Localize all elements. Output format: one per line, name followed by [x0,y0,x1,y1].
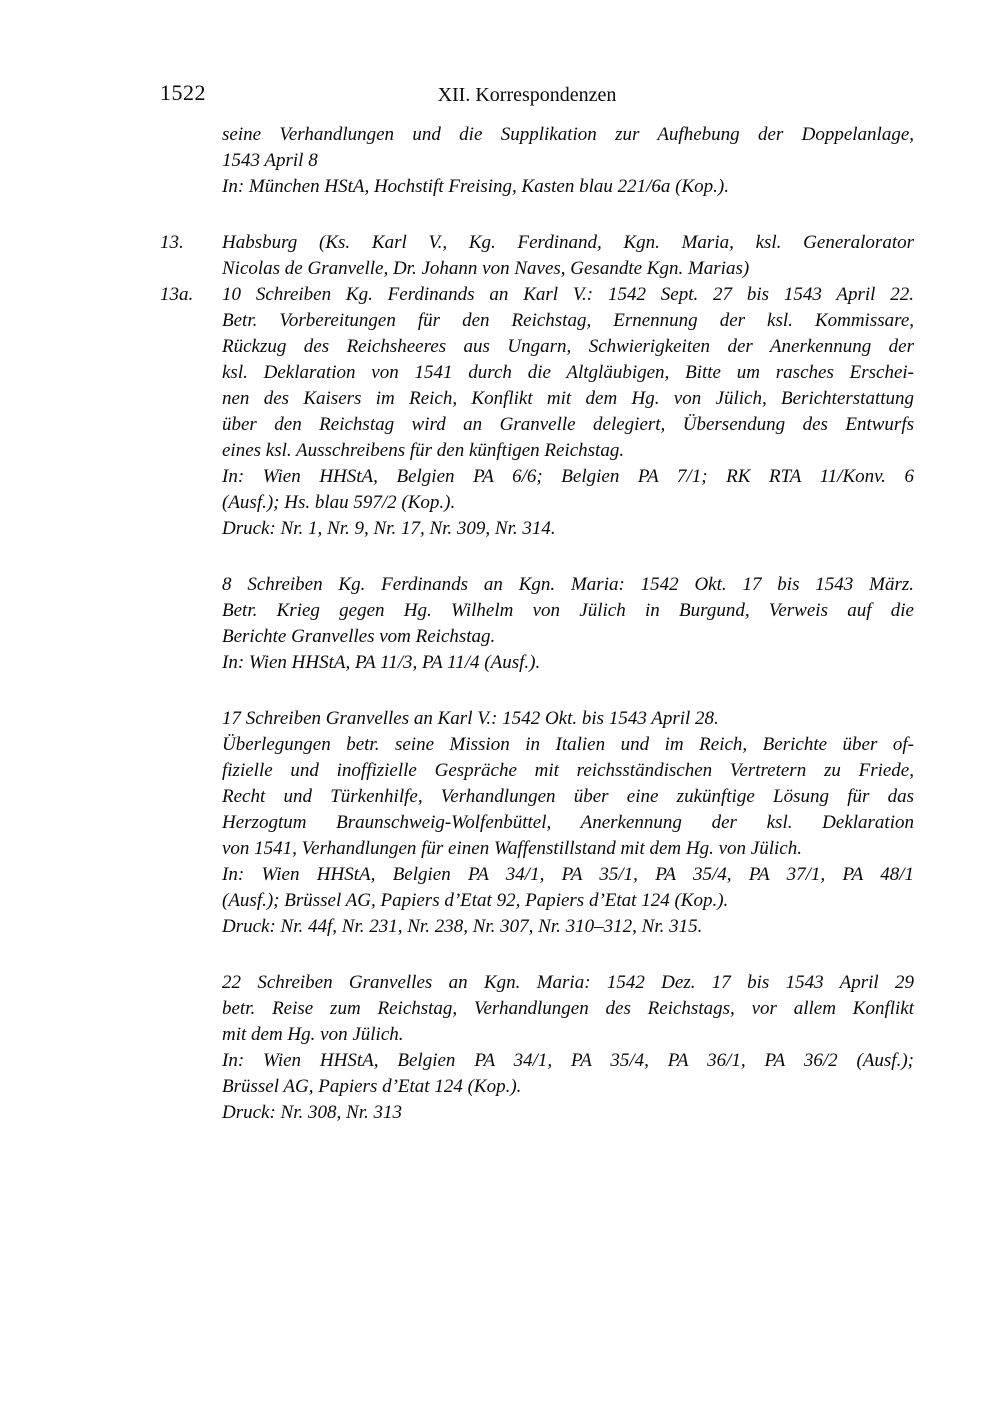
entry-label [160,706,222,940]
entry-label [160,572,222,676]
text-line: 8 Schreiben Kg. Ferdinands an Kgn. Maria: 1542 Okt. 17 bis 1543 März. [222,574,914,595]
entries-list [160,122,914,1126]
text-line: über den Reichstag wird an Granvelle delegiert, Übersendung des Entwurfs [222,414,914,435]
text-line: ksl. Deklaration von 1541 durch die Altgläubigen, Bitte um rasches Erschei- [222,362,914,383]
text-line: Habsburg (Ks. Karl V., Kg. Ferdinand, Kgn. Maria, ksl. Generalorator [222,232,914,253]
paragraph-description [222,970,914,1048]
entry-body [222,230,914,282]
paragraph-archive-ref [222,862,914,914]
paragraph-print-ref [222,1100,914,1126]
entry-label [160,122,222,200]
entry-block [160,282,914,542]
text-line: nen des Kaisers im Reich, Konflikt mit dem Hg. von Jülich, Berichterstattung [222,388,914,409]
text-line: mit dem Hg. von Jülich. [222,1024,404,1045]
text-line: seine Verhandlungen und die Supplikation zur Aufhebung der Doppelanlage, [222,124,914,145]
entry-block [160,706,914,940]
text-line: (Ausf.); Hs. blau 597/2 (Kop.). [222,492,456,513]
paragraph-heading [222,706,914,732]
entry-block [160,230,914,282]
paragraph-description [222,572,914,650]
text-line: Druck: Nr. 308, Nr. 313 [222,1102,402,1123]
text-line: Betr. Vorbereitungen für den Reichstag, Ernennung der ksl. Kommissare, [222,310,914,331]
text-line: In: Wien HHStA, Belgien PA 6/6; Belgien PA 7/1; RK RTA 11/Konv. 6 [222,466,914,487]
page-number: 1522 [160,80,206,105]
entry-label: 13. [160,232,184,253]
running-header: XII. Korrespondenzen [437,84,617,106]
paragraph-archive-ref [222,1048,914,1100]
paragraph-description [222,230,914,282]
entry-body [222,282,914,542]
entry-label: 13a. [160,284,194,305]
entry-block [160,122,914,200]
text-line: Rückzug des Reichsheeres aus Ungarn, Schwierigkeiten der Anerkennung der [222,336,914,357]
text-line: Herzogtum Braunschweig-Wolfenbüttel, Anerkennung der ksl. Deklaration [222,812,914,833]
text-line: In: Wien HHStA, PA 11/3, PA 11/4 (Ausf.). [222,652,541,673]
text-line: Brüssel AG, Papiers d’Etat 124 (Kop.). [222,1076,522,1097]
text-line: Betr. Krieg gegen Hg. Wilhelm von Jülich in Burgund, Verweis auf die [222,600,914,621]
entry-block [160,970,914,1126]
text-line: betr. Reise zum Reichstag, Verhandlungen des Reichstags, vor allem Konflikt [222,998,914,1019]
text-line: Berichte Granvelles vom Reichstag. [222,626,496,647]
paragraph-archive-ref [222,650,914,676]
entry-label [160,970,222,1126]
text-line: 17 Schreiben Granvelles an Karl V.: 1542 Okt. bis 1543 April 28. [222,708,719,729]
text-line: Nicolas de Granvelle, Dr. Johann von Naves, Gesandte Kgn. Marias) [222,258,750,279]
paragraph-description [222,282,914,464]
paragraph-description [222,122,914,174]
paragraph-print-ref [222,516,914,542]
entry-body [222,122,914,200]
paragraph-print-ref [222,914,914,940]
text-line: (Ausf.); Brüssel AG, Papiers d’Etat 92, Papiers d’Etat 124 (Kop.). [222,890,729,911]
text-line: eines ksl. Ausschreibens für den künftigen Reichstag. [222,440,625,461]
text-line: Druck: Nr. 44f, Nr. 231, Nr. 238, Nr. 307, Nr. 310–312, Nr. 315. [222,916,703,937]
text-line: von 1541, Verhandlungen für einen Waffenstillstand mit dem Hg. von Jülich. [222,838,802,859]
paragraph-archive-ref [222,464,914,516]
paragraph-description [222,732,914,862]
text-line: Überlegungen betr. seine Mission in Italien und im Reich, Berichte über of- [222,734,914,755]
text-line: 1543 April 8 [222,150,318,171]
entry-block [160,572,914,676]
entry-body [222,706,914,940]
entry-body [222,970,914,1126]
text-line: In: Wien HHStA, Belgien PA 34/1, PA 35/1, PA 35/4, PA 37/1, PA 48/1 [222,864,914,885]
entry-body [222,572,914,676]
text-line: In: Wien HHStA, Belgien PA 34/1, PA 35/4, PA 36/1, PA 36/2 (Ausf.); [222,1050,914,1071]
text-line: 10 Schreiben Kg. Ferdinands an Karl V.: 1542 Sept. 27 bis 1543 April 22. [222,284,914,305]
paragraph-archive-ref [222,174,914,200]
text-line: Recht und Türkenhilfe, Verhandlungen über eine zukünftige Lösung für das [222,786,914,807]
text-line: Druck: Nr. 1, Nr. 9, Nr. 17, Nr. 309, Nr. 314. [222,518,556,539]
text-line: In: München HStA, Hochstift Freising, Kasten blau 221/6a (Kop.). [222,176,729,197]
text-line: fizielle und inoffizielle Gespräche mit reichsständischen Vertretern zu Friede, [222,760,914,781]
text-line: 22 Schreiben Granvelles an Kgn. Maria: 1542 Dez. 17 bis 1543 April 29 [222,972,914,993]
